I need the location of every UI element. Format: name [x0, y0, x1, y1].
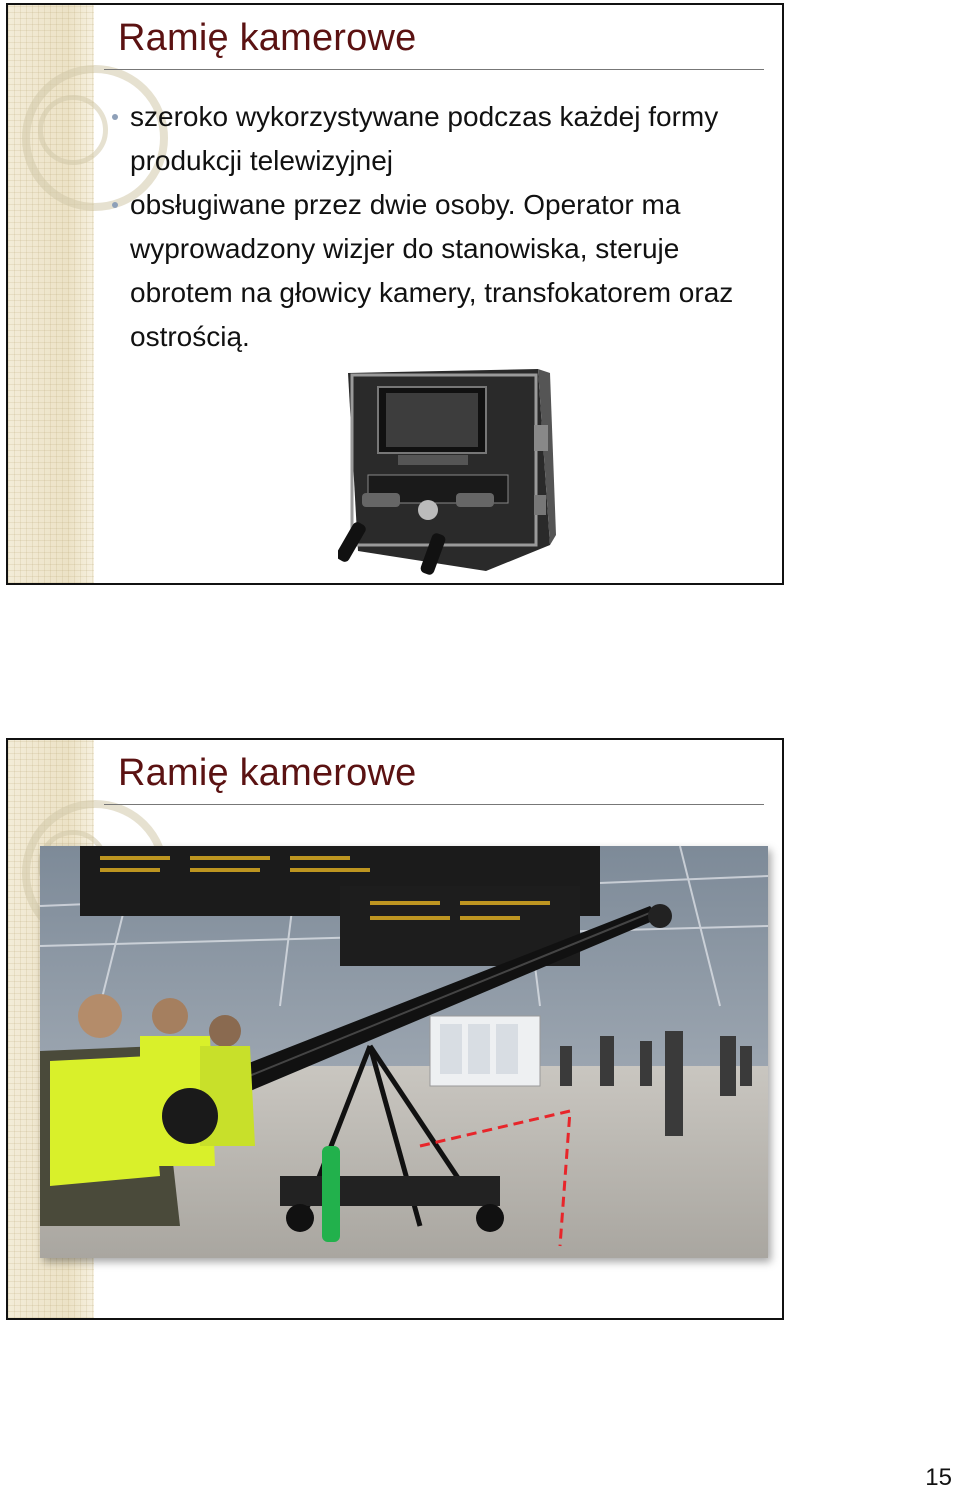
slide-title: Ramię kamerowe: [118, 17, 417, 59]
counterweight-icon: [162, 1088, 218, 1144]
title-underline: [104, 69, 764, 70]
monitor-buttons: [398, 455, 468, 465]
focus-knob-icon: [418, 500, 438, 520]
left-handle-mount: [362, 493, 400, 507]
slide-title: Ramię kamerowe: [118, 752, 417, 794]
dolly-wheel-icon: [286, 1204, 314, 1232]
bullet-item: [112, 95, 762, 183]
decorative-side-stripe: [8, 5, 94, 583]
bullet-list: [112, 95, 762, 359]
camera-head-icon: [648, 904, 672, 928]
info-posters: [430, 1016, 540, 1086]
bullet-item: [112, 183, 762, 359]
bullet-text: szeroko wykorzystywane podczas każdej formy produkcji telewizyjnej: [130, 101, 719, 176]
monitor-screen: [386, 393, 478, 447]
case-latch: [534, 425, 548, 451]
green-tube: [322, 1146, 340, 1242]
case-latch-lower: [534, 495, 546, 515]
bullet-text: obsługiwane przez dwie osoby. Operator ma wyprowadzony wizjer do stanowiska, steruje obrotem na głowicy kamery, transfokatorem oraz ostrością.: [130, 189, 734, 352]
slide-2: [6, 738, 784, 1320]
decorative-ring-small-icon: [38, 95, 108, 165]
bullet-dot-icon: [112, 202, 118, 208]
slide-1: [6, 3, 784, 585]
title-underline: [104, 804, 764, 805]
right-handle-mount: [456, 493, 494, 507]
crane-dolly: [280, 1176, 500, 1206]
camera-control-case-photo: [338, 365, 618, 577]
camera-crane-station-photo: [40, 846, 768, 1258]
bullet-dot-icon: [112, 114, 118, 120]
page-number: 15: [925, 1464, 952, 1491]
dolly-wheel-icon: [476, 1204, 504, 1232]
